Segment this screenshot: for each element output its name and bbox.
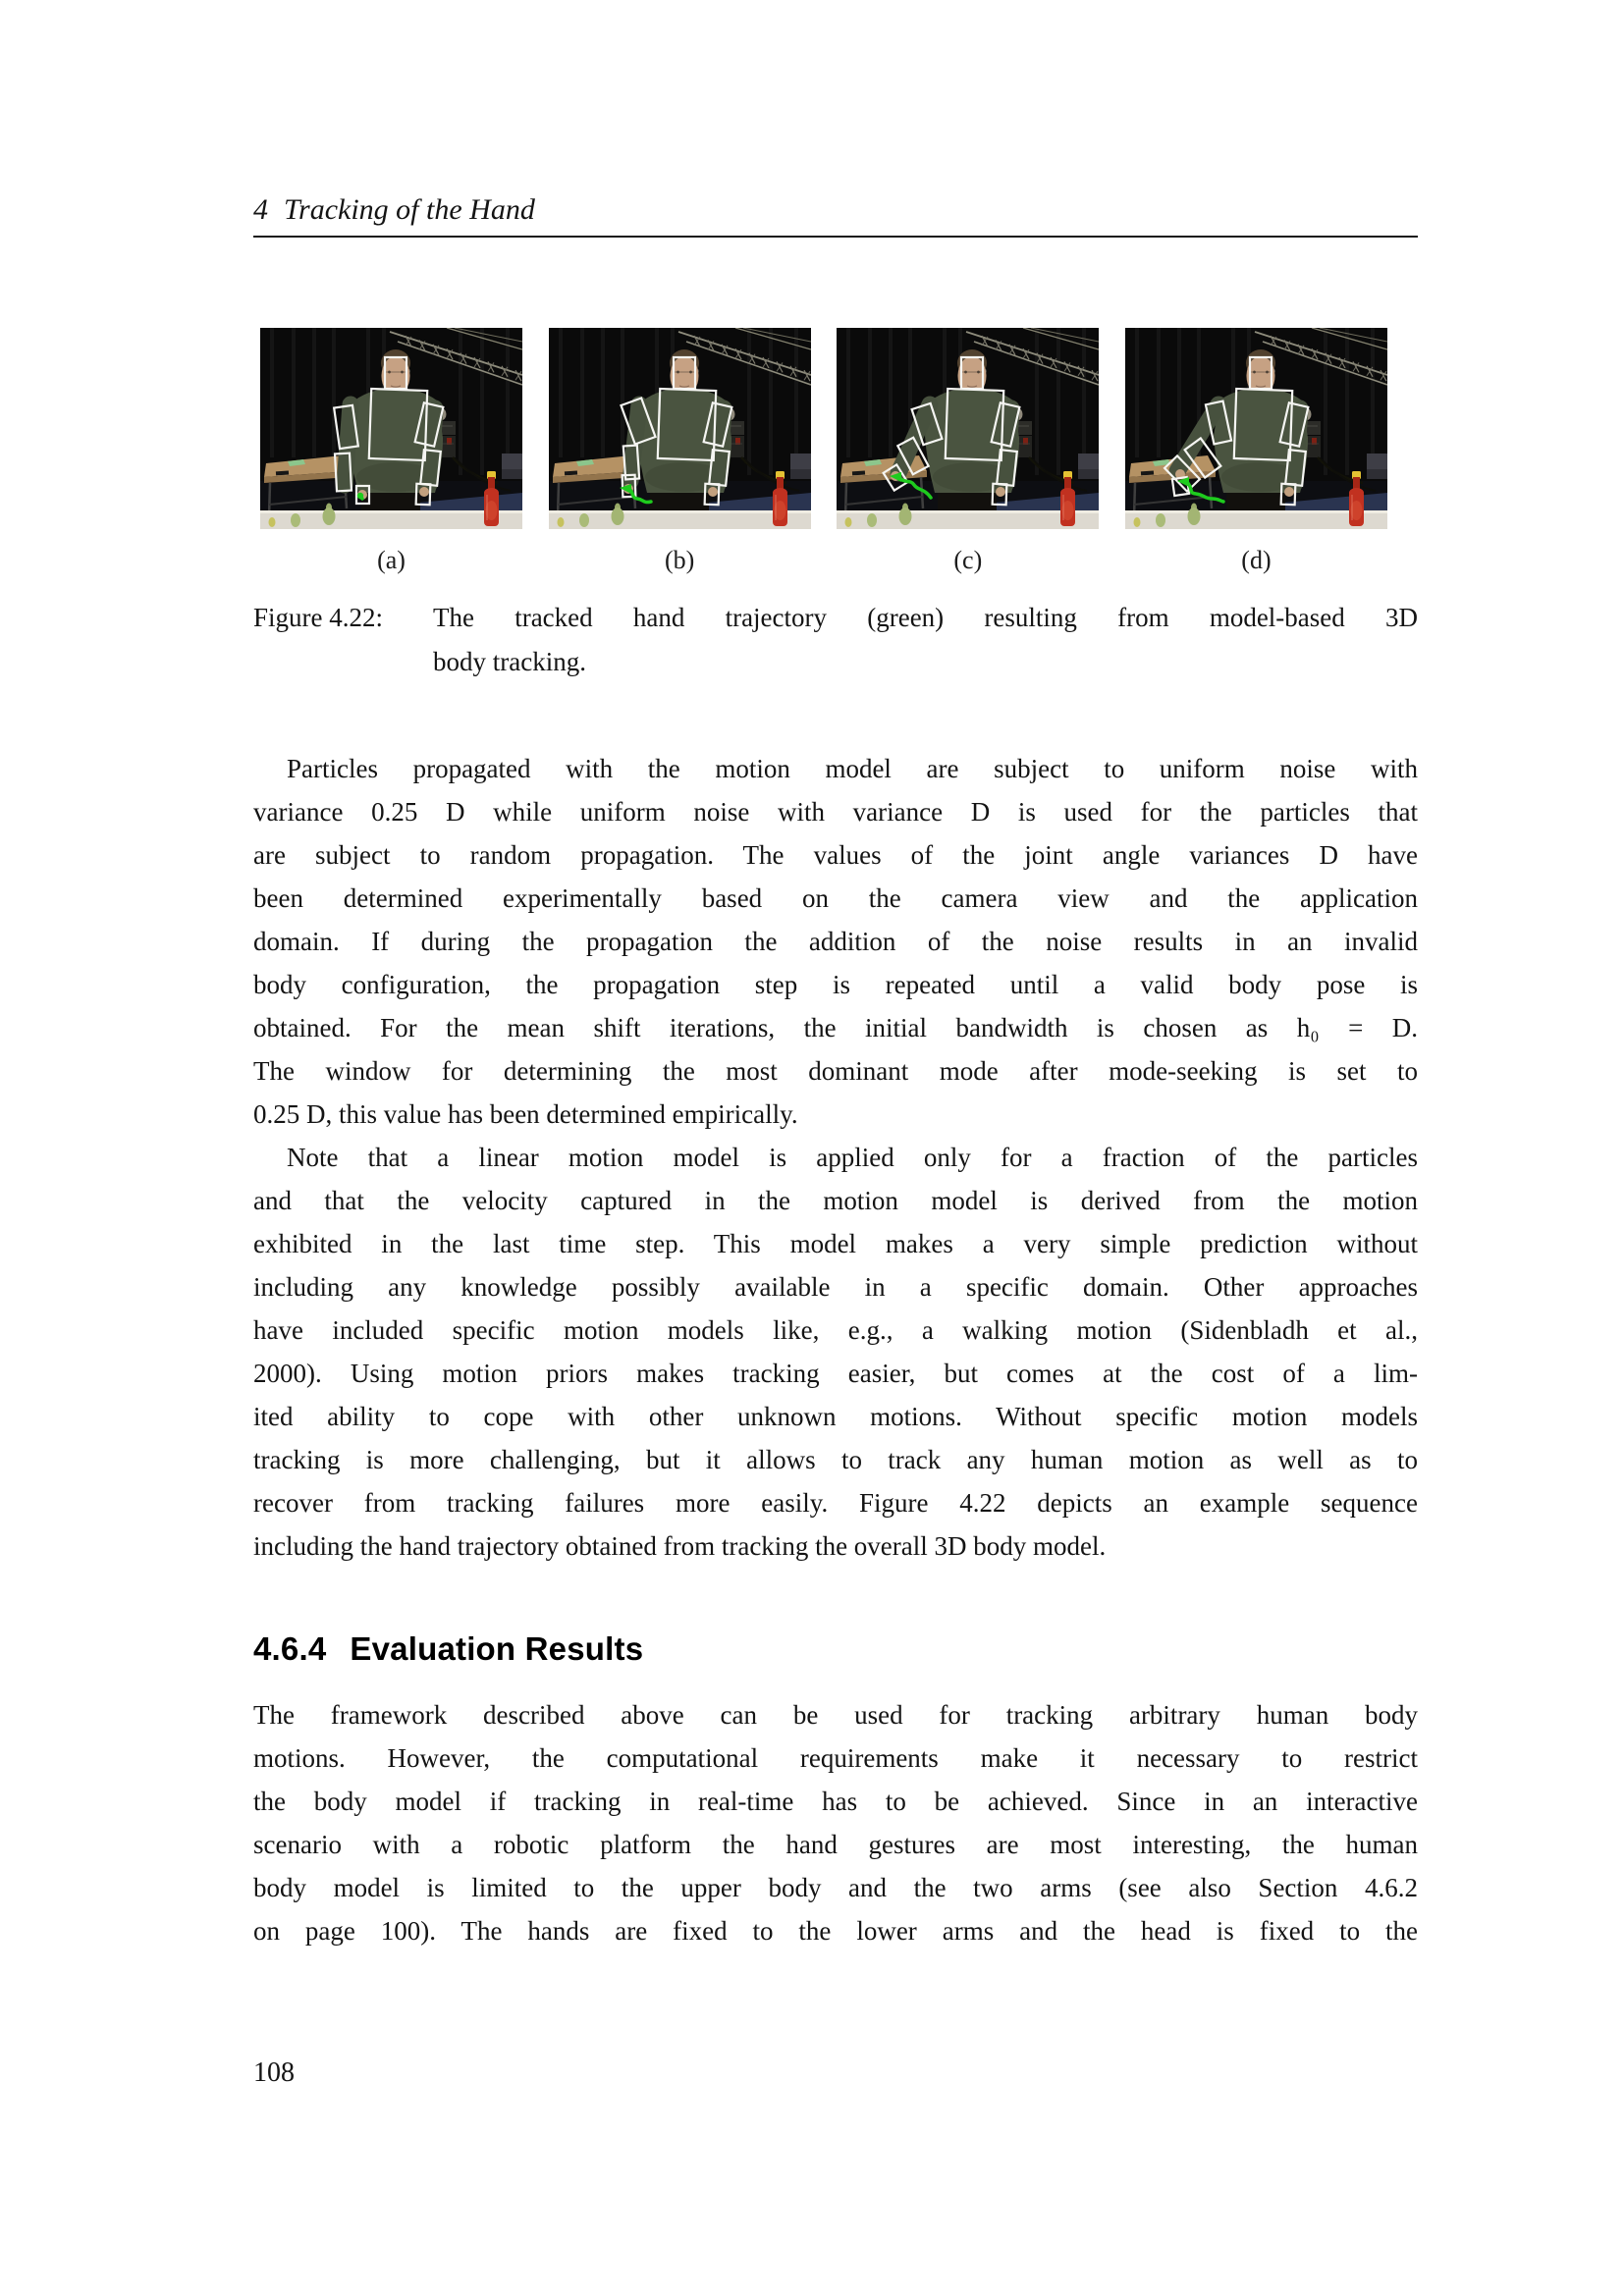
text-line: ited ability to cope with other unknown motions. Without specific motion models xyxy=(253,1402,1418,1431)
section-heading xyxy=(253,1629,1418,1669)
text-line: body tracking. xyxy=(433,647,586,676)
figure-4-22 xyxy=(260,328,1387,575)
text-line: have included specific motion models like, e.g., a walking motion (Sidenbladh et al., xyxy=(253,1315,1418,1345)
subfigure-photo-c xyxy=(837,328,1099,529)
figure-caption-text xyxy=(433,596,1418,684)
text-line: Particles propagated with the motion model are subject to uniform noise with xyxy=(287,754,1418,783)
text-line: motions. However, the computational requirements make it necessary to restrict xyxy=(253,1743,1418,1773)
paragraph-1 xyxy=(253,747,1418,1136)
subfigure-label-b: (b) xyxy=(664,546,695,574)
subfigure-photo-a xyxy=(260,328,522,529)
text-line: tracking is more challenging, but it allows to track any human motion as well as to xyxy=(253,1445,1418,1474)
subfigure-b xyxy=(549,328,811,575)
text-line: including any knowledge possibly available in a specific domain. Other approaches xyxy=(253,1272,1418,1302)
page-number: 108 xyxy=(253,2057,295,2088)
text-line: The window for determining the most dominant mode after mode-seeking is set to xyxy=(253,1056,1418,1086)
text-line: 2000). Using motion priors makes tracking easier, but comes at the cost of a lim- xyxy=(253,1359,1418,1388)
paragraph-3 xyxy=(253,1693,1418,1952)
text-line: scenario with a robotic platform the hand gestures are most interesting, the human xyxy=(253,1830,1418,1859)
text-line: and that the velocity captured in the motion model is derived from the motion xyxy=(253,1186,1418,1215)
text-line: The tracked hand trajectory (green) resulting from model-based 3D xyxy=(433,603,1418,632)
text-line: domain. If during the propagation the addition of the noise results in an invalid xyxy=(253,927,1418,956)
figure-caption-label: Figure 4.22: xyxy=(253,603,383,632)
text-line: The framework described above can be used for tracking arbitrary human body xyxy=(253,1700,1418,1730)
figure-caption xyxy=(253,596,1418,684)
text-line: 0.25 D, this value has been determined empirically. xyxy=(253,1099,798,1129)
subfigure-label-c: (c) xyxy=(953,546,983,574)
text-line: body model is limited to the upper body and the two arms (see also Section 4.6.2 xyxy=(253,1873,1418,1902)
subfigure-c xyxy=(837,328,1099,575)
subfigure-photo-d xyxy=(1125,328,1387,529)
text-line: recover from tracking failures more easily. Figure 4.22 depicts an example sequence xyxy=(253,1488,1418,1518)
body-text xyxy=(253,747,1418,1952)
running-head xyxy=(253,192,1418,238)
chapter-title: Tracking of the Hand xyxy=(284,193,535,226)
subfigure-label-d: (d) xyxy=(1241,546,1272,574)
text-line: the body model if tracking in real-time has to be achieved. Since in an interactive xyxy=(253,1787,1418,1816)
section-title: Evaluation Results xyxy=(350,1630,644,1667)
text-line: including the hand trajectory obtained from tracking the overall 3D body model. xyxy=(253,1531,1107,1561)
text-line: body configuration, the propagation step is repeated until a valid body pose is xyxy=(253,970,1418,999)
text-line: Note that a linear motion model is applied only for a fraction of the particles xyxy=(287,1143,1418,1172)
subfigure-a xyxy=(260,328,522,575)
subfigure-label-a: (a) xyxy=(377,546,406,574)
text-line: are subject to random propagation. The values of the joint angle variances D have xyxy=(253,840,1418,870)
paragraph-2 xyxy=(253,1136,1418,1568)
text-line: exhibited in the last time step. This model makes a very simple prediction without xyxy=(253,1229,1418,1258)
subfigure-d xyxy=(1125,328,1387,575)
text-line: on page 100). The hands are fixed to the lower arms and the head is fixed to the xyxy=(253,1916,1418,1946)
text-line: variance 0.25 D while uniform noise with variance D is used for the particles that xyxy=(253,797,1418,827)
subfigure-photo-b xyxy=(549,328,811,529)
section-number: 4.6.4 xyxy=(253,1630,327,1667)
text-line: been determined experimentally based on the camera view and the application xyxy=(253,883,1418,913)
chapter-number: 4 xyxy=(253,193,268,226)
text-line: obtained. For the mean shift iterations, the initial bandwidth is chosen as h₀ = D. xyxy=(253,1013,1418,1042)
